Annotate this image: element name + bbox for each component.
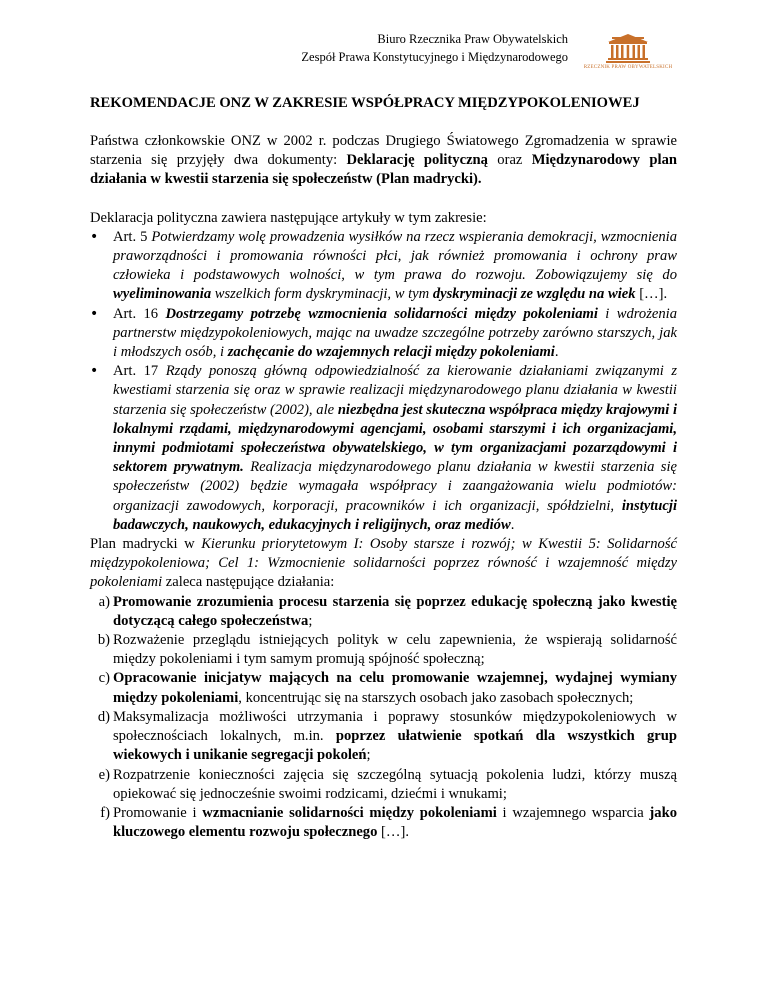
plan-lead <box>90 535 677 593</box>
article-number: Art. 16 <box>113 305 166 322</box>
article-tail: […]. <box>635 286 668 303</box>
article-number: Art. 5 <box>113 228 152 245</box>
article-17 <box>90 362 677 535</box>
action-text: ; <box>366 747 371 764</box>
declaration-articles <box>90 228 677 535</box>
action-e <box>90 766 677 804</box>
list-marker: b) <box>97 632 110 649</box>
list-marker: c) <box>98 670 110 687</box>
article-number: Art. 17 <box>113 363 166 380</box>
plan-actions <box>90 593 677 843</box>
article-16 <box>90 305 677 363</box>
document-title: REKOMENDACJE ONZ W ZAKRESIE WSPÓŁPRACY MIĘDZYPOKOLENIOWEJ <box>90 95 640 111</box>
article-emphasis: Dostrzegamy potrzebę wzmocnienia solidarności między pokoleniami <box>165 305 598 322</box>
logo-caption: RZECZNIK PRAW OBYWATELSKICH <box>583 65 673 70</box>
list-marker: f) <box>100 804 110 821</box>
action-text: i wzajemnego wsparcia <box>496 804 650 821</box>
action-emphasis: jako kluczowego elementu rozwoju społecznego <box>113 804 677 841</box>
action-a <box>90 593 677 631</box>
article-text: i wdrożenia partnerstw międzypokoleniowych, mając na uwadze szczególne potrzeby zarówno starszych, jak i młodszych osób, i <box>113 305 677 361</box>
action-text: ; <box>308 612 313 629</box>
article-emphasis: instytucji badawczych, naukowych, edukacyjnych i religijnych, oraz mediów <box>113 497 677 533</box>
action-text: Rozpatrzenie konieczności zajęcia się szczególną sytuacją pokolenia ludzi, którzy muszą opiekować się jednocześnie swoimi rodzicami, dziećmi i wnukami; <box>113 766 677 802</box>
article-tail: . <box>510 516 515 533</box>
action-b <box>90 631 677 669</box>
plan-reference: Kierunku priorytetowym I: Osoby starsze i rozwój; w Kwestii 5: Solidarność międzypokoleniowa; Cel 1: Wzmocnienie solidarności poprzez równość i wzajemność między pokoleniami <box>90 536 677 591</box>
article-text: Realizacja międzynarodowego planu działania w kwestii starzenia się społeczeństw (2002) będzie wymagała współpracy i zaangażowania wielu podmiotów: organizacji zawodowych, korporacji, pracowników i ich organizacji, spółdzielni, <box>113 459 677 514</box>
action-text: […]. <box>377 824 410 841</box>
list-marker: e) <box>98 766 110 783</box>
action-c <box>90 669 677 707</box>
declaration-lead: Deklaracja polityczna zawiera następujące artykuły w tym zakresie: <box>90 209 487 226</box>
article-text: wszelkich form dyskryminacji, w tym <box>211 286 433 303</box>
article-tail: . <box>554 344 559 361</box>
action-text: Rozważenie przeglądu istniejących polityk w celu zapewnienia, że wspierają solidarność między pokoleniami i tym samym promują spójność społeczną; <box>113 632 677 668</box>
ombudsman-logo <box>578 33 678 93</box>
action-text: , koncentrując się na starszych osobach jako zasobach społecznych; <box>238 689 634 706</box>
intro-declaration: Deklarację polityczną <box>346 152 488 169</box>
article-text: Rządy ponoszą główną odpowiedzialność za kierowanie działaniami związanymi z kwestiami starzenia się oraz w sprawie realizacji międzynarodowego planu działania w kwestii starzenia się społeczeństw (2002), ale <box>113 363 677 418</box>
article-5 <box>90 228 677 305</box>
intro-plan: Międzynarodowy plan działania w kwestii starzenia się społeczeństw (Plan madrycki). <box>90 152 677 188</box>
action-d <box>90 708 677 766</box>
action-emphasis: Opracowanie inicjatyw mających na celu promowanie wzajemnej, wydajnej wymiany między pokoleniami <box>113 670 677 706</box>
list-marker: a) <box>98 593 110 610</box>
article-emphasis: niezbędna jest skuteczna współpraca między krajowymi i lokalnymi rządami, międzynarodowymi agencjami, osobami starszymi i ich organizacjami, innymi podmiotami społeczeństwa obywatelskiego, w tym organizacjami pozarządowymi i sektorem prywatnym. <box>113 401 678 476</box>
article-emphasis: zachęcanie do wzajemnych relacji między pokoleniami <box>227 344 555 361</box>
article-emphasis: dyskryminacji ze względu na wiek <box>432 286 636 303</box>
plan-text: zaleca następujące działania: <box>162 574 335 591</box>
action-text: Maksymalizacja możliwości utrzymania i poprawy stosunków międzypokoleniowych w społecznościach lokalnych, m.in. <box>113 708 677 745</box>
intro-text: Państwa członkowskie ONZ w 2002 r. podczas Drugiego Światowego Zgromadzenia w sprawie starzenia się przyjęły dwa dokumenty: <box>90 133 677 169</box>
action-emphasis: Promowanie zrozumienia procesu starzenia się poprzez edukację społeczną jako kwestię dotyczącą całego społeczeństwa <box>113 593 677 629</box>
list-marker: d) <box>97 708 110 725</box>
plan-text: Plan madrycki w <box>90 536 202 553</box>
header-text <box>301 30 568 66</box>
action-text: Promowanie i <box>113 804 203 821</box>
article-text: Potwierdzamy wolę prowadzenia wysiłków na rzecz wspierania demokracji, wzmocnienia praworządności i promowania równości płci, jak również promowania i ochrony praw człowieka i podstawowych wolności, w tym prawa do rozwoju. Zobowiązujemy się do <box>113 228 677 284</box>
intro-paragraph <box>90 132 677 190</box>
header-institution: Biuro Rzecznika Praw Obywatelskich <box>377 32 568 46</box>
intro-text: oraz <box>487 152 532 169</box>
action-f <box>90 804 677 842</box>
action-emphasis: wzmacnianie solidarności między pokoleniami <box>202 804 497 821</box>
header-department: Zespół Prawa Konstytucyjnego i Międzynarodowego <box>301 50 568 64</box>
action-emphasis: poprzez ułatwienie spotkań dla wszystkich grup wiekowych i unikanie segregacji pokoleń <box>113 728 677 764</box>
building-icon <box>578 33 678 65</box>
document-body <box>90 94 677 842</box>
article-emphasis: wyeliminowania <box>113 286 212 303</box>
